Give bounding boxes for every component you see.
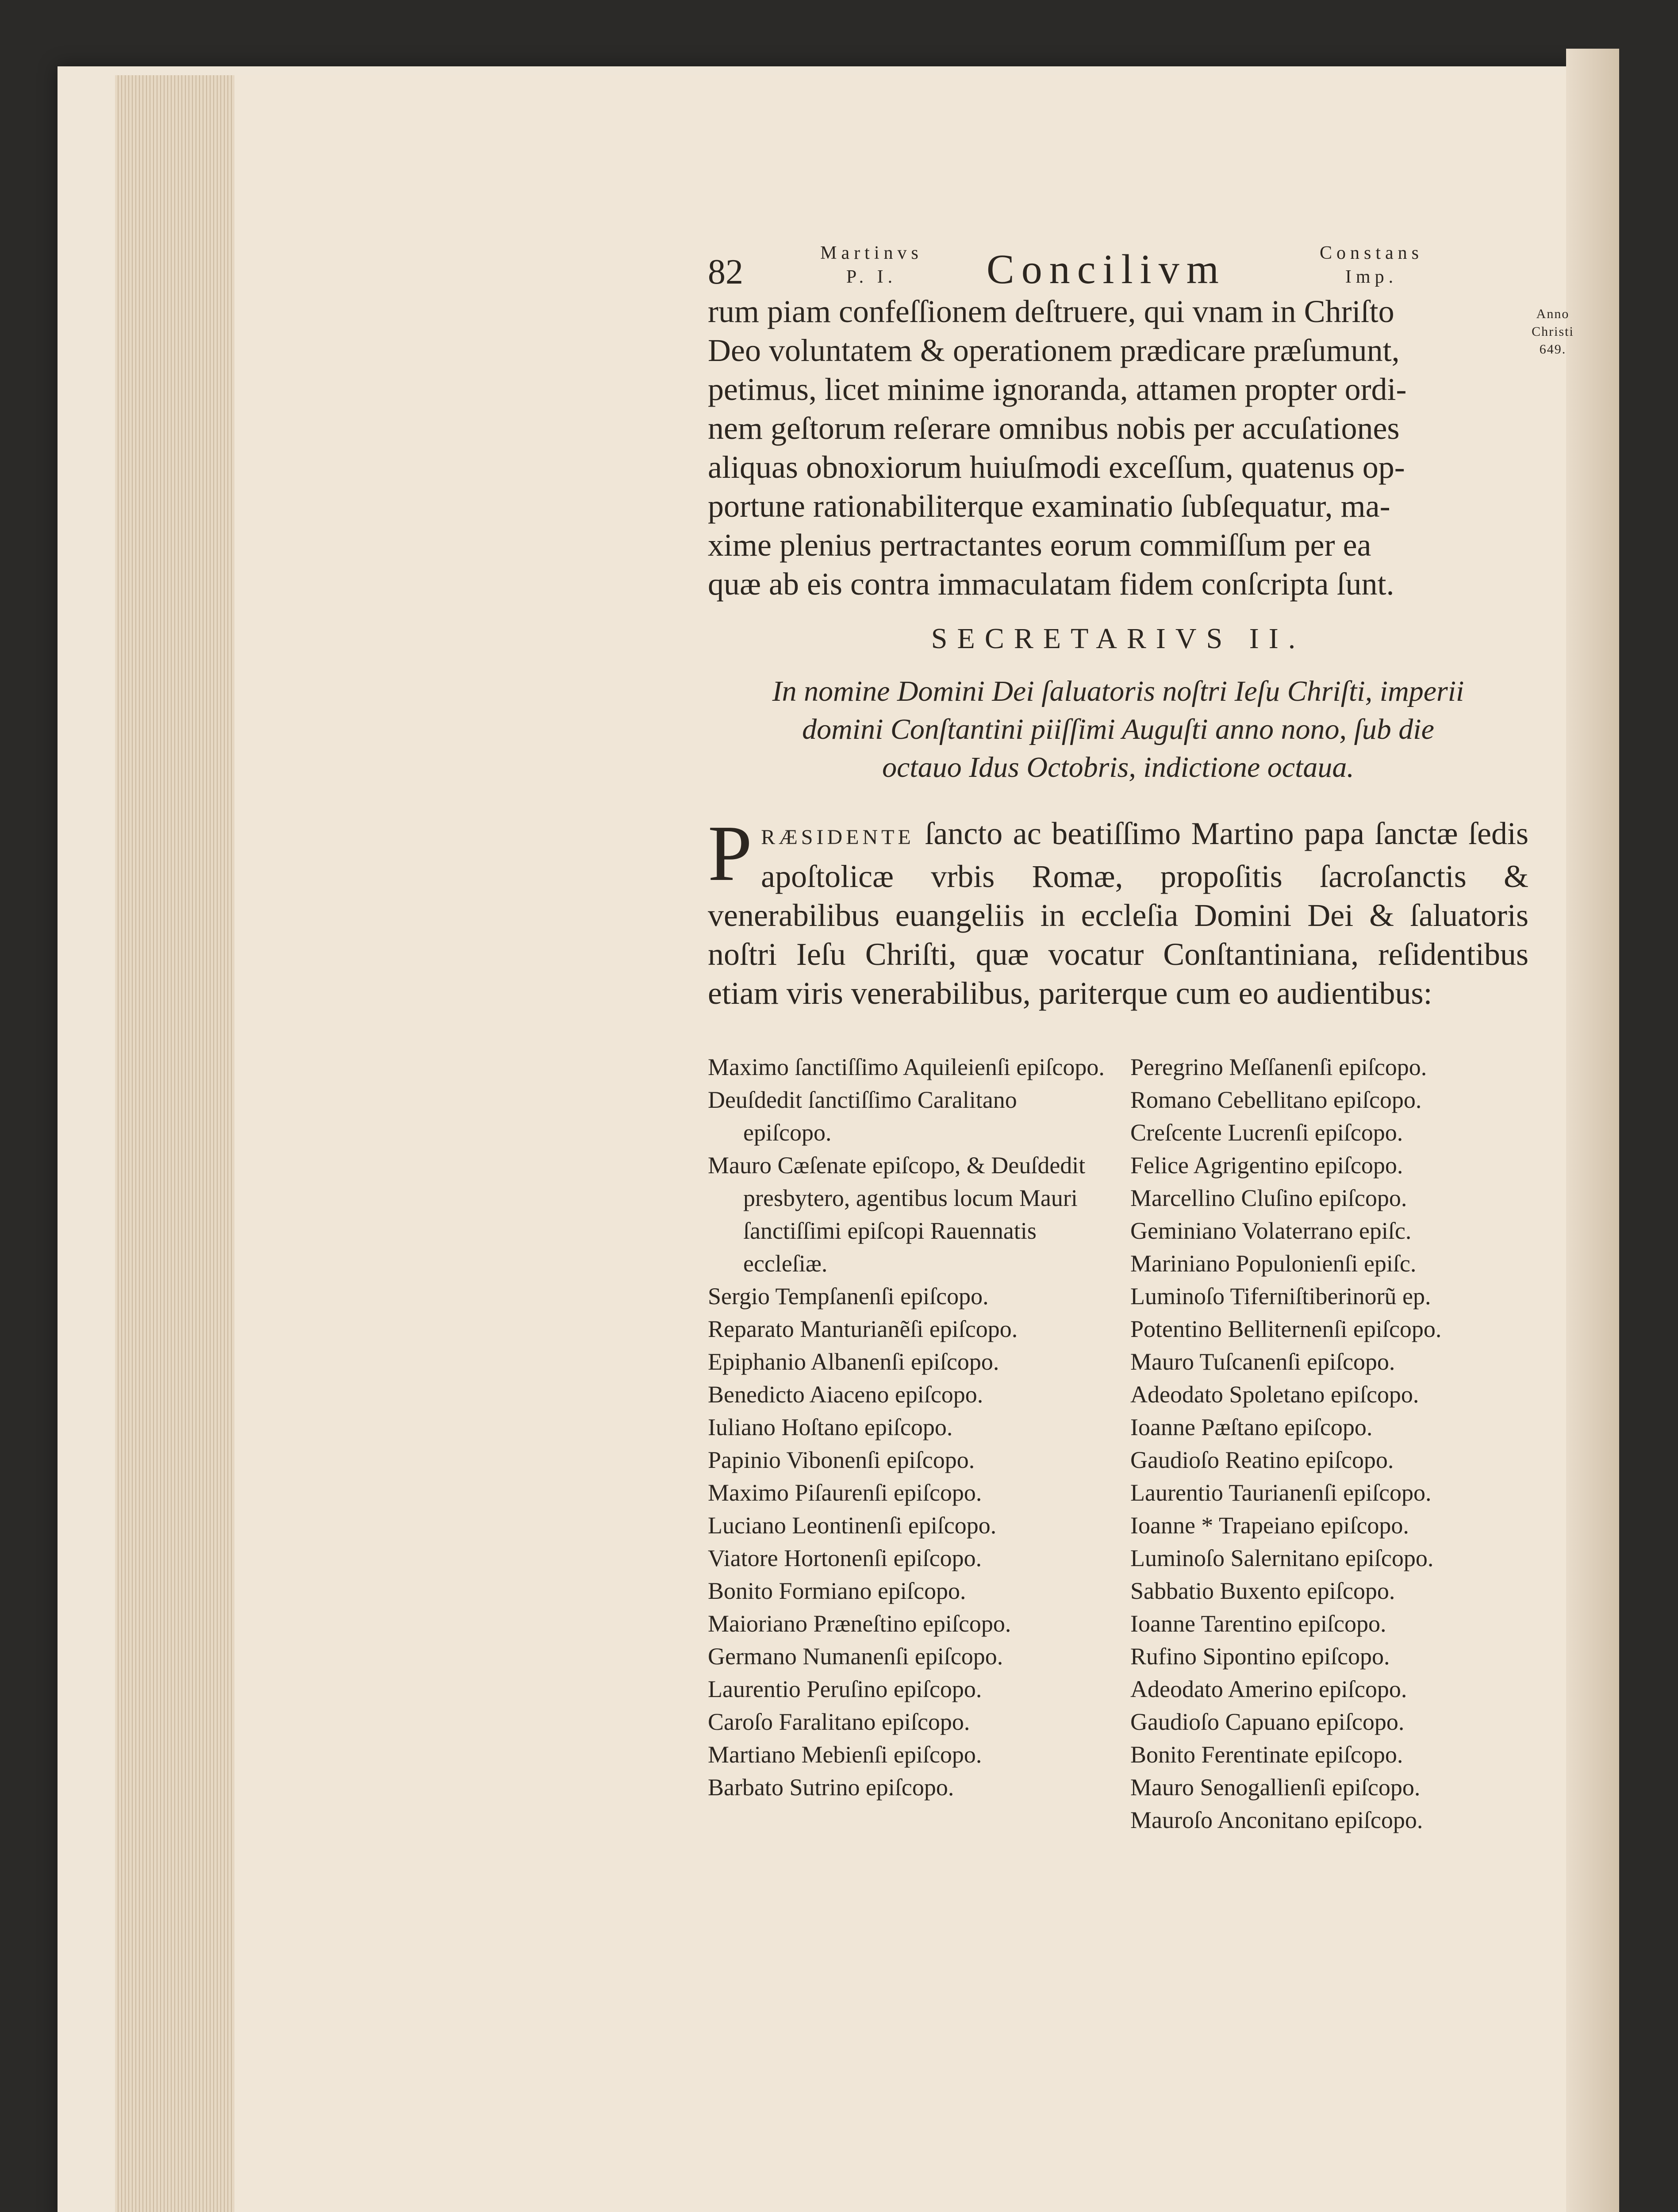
bishop-entry: Papinio Vibonenſi epiſcopo. <box>708 1447 975 1473</box>
bishop-column-right <box>1130 1051 1528 1836</box>
text-line: Deo voluntatem & operationem prædicare præſumunt, <box>708 333 1400 368</box>
text-line: rum piam confeſſionem deſtruere, qui vnam in Chriſto <box>708 294 1394 329</box>
page-edges-stack <box>115 75 234 2212</box>
head-right-line: Imp. <box>1345 267 1398 287</box>
text-line: quæ ab eis contra immaculatam fidem conſcripta ſunt. <box>708 566 1394 602</box>
bishop-entry: Benedicto Aiaceno epiſcopo. <box>708 1381 983 1408</box>
bishop-entry: Adeodato Amerino epiſcopo. <box>1130 1676 1407 1702</box>
bishop-entry: Mariniano Populonienſi epiſc. <box>1130 1250 1417 1277</box>
bishop-entry: Rufino Sipontino epiſcopo. <box>1130 1643 1390 1670</box>
head-right-line: Constans <box>1319 243 1423 263</box>
bishop-entry: Laurentio Taurianenſi epiſcopo. <box>1130 1479 1432 1506</box>
margin-note-line: Christi <box>1532 324 1574 339</box>
bishop-entry: Mauro Senogallienſi epiſcopo. <box>1130 1774 1421 1801</box>
bishop-entry: Sabbatio Buxento epiſcopo. <box>1130 1578 1395 1604</box>
bishop-list <box>708 1051 1531 1860</box>
bishop-entry: Peregrino Meſſanenſi epiſcopo. <box>1130 1054 1427 1080</box>
section-heading: SECRETARIVS II. <box>931 622 1306 655</box>
text-line: xime plenius pertractantes eorum commiſſum per ea <box>708 527 1371 563</box>
bishop-entry: Ioanne * Trapeiano epiſcopo. <box>1130 1512 1409 1539</box>
dateline-line: octauo Idus Octobris, indictione octaua. <box>882 751 1354 783</box>
margin-note-year <box>1522 305 1584 358</box>
bishop-entry: Bonito Ferentinate epiſcopo. <box>1130 1741 1403 1768</box>
bishop-entry: Romano Cebellitano epiſcopo. <box>1130 1087 1422 1113</box>
main-paragraph <box>708 809 1529 1013</box>
bishop-entry: Luciano Leontinenſi epiſcopo. <box>708 1512 997 1539</box>
head-pope-name <box>801 241 942 289</box>
page-right-margin-fold <box>1566 49 1619 2212</box>
lead-capitals: RÆSIDENTE <box>761 826 914 849</box>
bishop-entry: Maximo ſanctiſſimo Aquileienſi epiſcopo. <box>708 1054 1105 1080</box>
bishop-entry: Iuliano Hoſtano epiſcopo. <box>708 1414 953 1440</box>
bishop-entry: Felice Agrigentino epiſcopo. <box>1130 1152 1403 1179</box>
paragraph-text: ſancto ac beatiſſimo Martino papa ſanctæ ſedis apoſtolicæ vrbis Romæ, propoſitis ſacroſanctis & venerabilibus euangeliis in eccleſia Domini Dei & ſaluatoris noſtri Ieſu Chriſti, quæ vocatur Conſtantiniana, reſidentibus etiam viris venerabilibus, pariterque cum eo audientibus: <box>708 816 1529 1011</box>
head-title: Concilivm <box>987 246 1226 292</box>
bishop-column-left <box>708 1051 1106 1804</box>
text-line: portune rationabiliterque examinatio ſubſequatur, ma- <box>708 488 1390 524</box>
page-number: 82 <box>708 253 743 292</box>
bishop-entry: Maioriano Præneſtino epiſcopo. <box>708 1610 1011 1637</box>
bishop-entry: Germano Numanenſi epiſcopo. <box>708 1643 1003 1670</box>
dateline-line: domini Conſtantini piiſſimi Auguſti anno nono, ſub die <box>802 713 1434 745</box>
bishop-entry: Laurentio Peruſino epiſcopo. <box>708 1676 982 1702</box>
bishop-entry: Mauro Cæſenate epiſcopo, & Deuſdedit presbytero, agentibus locum Mauri ſanctiſſimi epiſcopi Rauennatis eccleſiæ. <box>708 1152 1086 1277</box>
head-left-line: Martinvs <box>820 243 923 263</box>
text-line: nem geſtorum reſerare omnibus nobis per accuſationes <box>708 411 1400 446</box>
text-line: petimus, licet minime ignoranda, attamen propter ordi- <box>708 372 1407 407</box>
bishop-entry: Caroſo Faralitano epiſcopo. <box>708 1709 970 1735</box>
bishop-entry: Marcellino Cluſino epiſcopo. <box>1130 1185 1407 1211</box>
text-line: aliquas obnoxiorum huiuſmodi exceſſum, quatenus op- <box>708 449 1405 485</box>
bishop-entry: Potentino Belliternenſi epiſcopo. <box>1130 1316 1442 1342</box>
bishop-entry: Gaudioſo Reatino epiſcopo. <box>1130 1447 1394 1473</box>
bishop-entry: Ioanne Pæſtano epiſcopo. <box>1130 1414 1373 1440</box>
dateline <box>708 672 1528 787</box>
bishop-entry: Geminiano Volaterrano epiſc. <box>1130 1217 1412 1244</box>
bishop-entry: Mauro Tuſcanenſi epiſcopo. <box>1130 1348 1395 1375</box>
drop-cap: P <box>708 809 753 897</box>
bishop-entry: Mauroſo Anconitano epiſcopo. <box>1130 1807 1423 1833</box>
bishop-entry: Ioanne Tarentino epiſcopo. <box>1130 1610 1386 1637</box>
bishop-entry: Reparato Manturianẽſi epiſcopo. <box>708 1316 1018 1342</box>
margin-note-line: Anno <box>1536 307 1570 321</box>
bishop-entry: Sergio Tempſanenſi epiſcopo. <box>708 1283 989 1310</box>
bishop-entry: Viatore Hortonenſi epiſcopo. <box>708 1545 982 1571</box>
bishop-entry: Gaudioſo Capuano epiſcopo. <box>1130 1709 1405 1735</box>
bishop-entry: Luminoſo Salernitano epiſcopo. <box>1130 1545 1434 1571</box>
bishop-entry: Creſcente Lucrenſi epiſcopo. <box>1130 1119 1403 1146</box>
bishop-entry: Barbato Sutrino epiſcopo. <box>708 1774 954 1801</box>
bishop-entry: Bonito Formiano epiſcopo. <box>708 1578 966 1604</box>
bishop-entry: Luminoſo Tiferniſtiberinorũ ep. <box>1130 1283 1431 1310</box>
intro-paragraph <box>708 292 1528 603</box>
head-emperor-name <box>1292 241 1451 289</box>
bishop-entry: Adeodato Spoletano epiſcopo. <box>1130 1381 1419 1408</box>
bishop-entry: Epiphanio Albanenſi epiſcopo. <box>708 1348 999 1375</box>
bishop-entry: Deuſdedit ſanctiſſimo Caralitano epiſcopo. <box>708 1087 1017 1146</box>
bishop-entry: Martiano Mebienſi epiſcopo. <box>708 1741 982 1768</box>
bishop-entry: Maximo Piſaurenſi epiſcopo. <box>708 1479 982 1506</box>
dateline-line: In nomine Domini Dei ſaluatoris noſtri Ieſu Chriſti, imperii <box>772 675 1464 707</box>
margin-note-line: 649. <box>1539 342 1567 357</box>
head-left-line: P. I. <box>846 267 897 287</box>
